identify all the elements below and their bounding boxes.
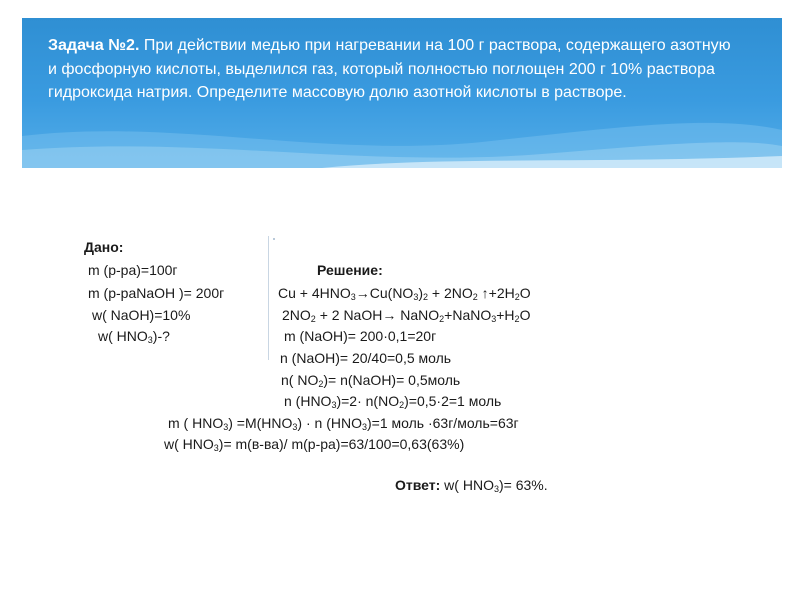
calc-w-hno3: w( $HNO_3)= m(в-ва)/$ m(р-ра)=63/100=0,63(63%) [164, 436, 465, 453]
given-w-naoh: w( NaOH)=10% [92, 307, 191, 323]
given-divider [268, 236, 269, 360]
task-statement [48, 34, 738, 105]
title-banner [22, 18, 782, 168]
calc-n-naoh: n (NaOH)= 20/40=0,5 моль [280, 350, 452, 366]
equation-copper-nitric: $Cu + 4HNO_3\to Cu(NO_3)_2 + 2NO_2$ $↑+2H_2O$ [278, 285, 531, 302]
task-text: При действии медью при нагревании на 100 г раствора, содержащего азотную и фосфорную кислоты, выделился газ, который полностью поглощен 200 г 10% раствора гидроксида натрия. Определите массовую долю азотной кислоты в растворе. [48, 37, 731, 101]
given-w-hno3-unknown: w( $HNO_3)-$? [98, 328, 170, 345]
given-m-solution: m (р-ра)=100г [88, 262, 178, 278]
answer-line: Ответ: w( $HNO_3)= 63\%$. [395, 477, 548, 494]
calc-m-naoh: m (NaOH)= 200·0,1=20г [284, 328, 437, 344]
given-header: Дано: [84, 239, 124, 255]
task-number: Задача №2. [48, 37, 140, 54]
solution-header: Решение: [317, 262, 383, 278]
calc-m-hno3: m ( $HNO_3) =M(HNO_3) \cdot n$ $(HNO_3)=1$ моль ·63г/моль=63г [168, 415, 519, 432]
calc-n-hno3: n $(HNO_3)=2\cdot n(NO_2)=0,5\cdot 2=1$ моль [284, 393, 502, 410]
answer-label: Ответ: [395, 477, 441, 493]
given-m-naoh-solution: m (р-раNaOH )= 200г [88, 285, 225, 301]
equation-no2-naoh: $2NO_2 + 2$ NaOH→ $NaNO_2+NaNO_3+H_2O$ [282, 307, 531, 324]
calc-n-no2: n( $NO_2)=$ n(NaOH)= 0,5моль [281, 372, 461, 389]
divider-dot [273, 238, 275, 240]
